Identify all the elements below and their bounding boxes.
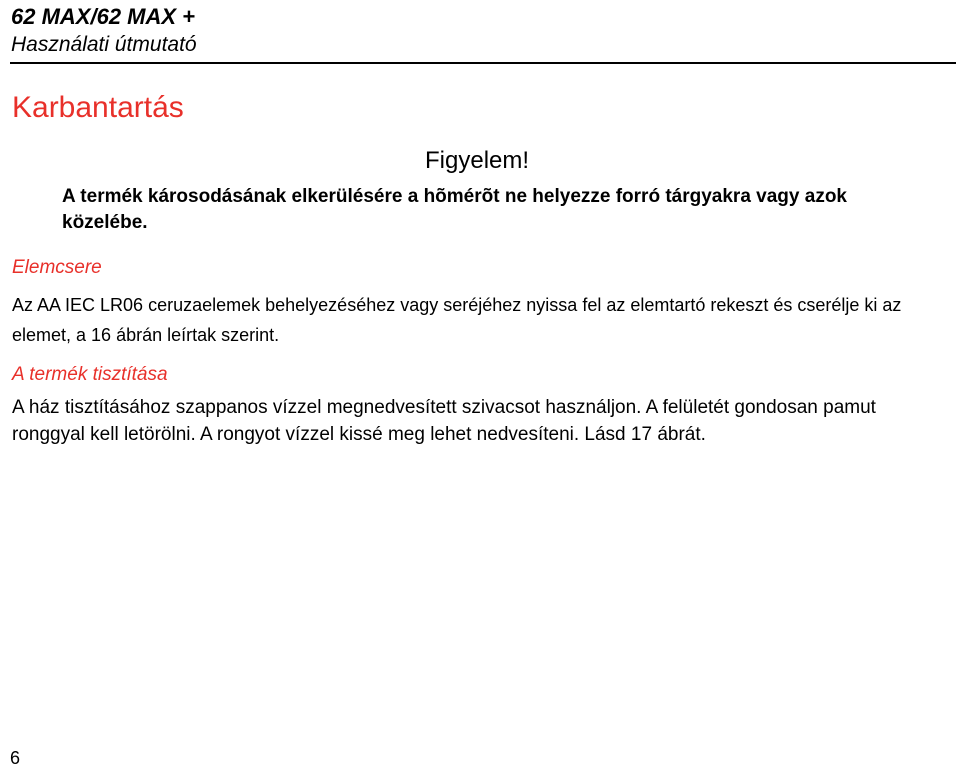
cleaning-heading: A termék tisztítása xyxy=(12,364,168,385)
document-subtitle: Használati útmutató xyxy=(11,33,197,56)
page-number: 6 xyxy=(10,748,21,768)
battery-paragraph: Az AA IEC LR06 ceruzaelemek behelyezéséhez vagy seréjéhez nyissa fel az elemtartó rekeszt és cserélje ki az elemet, a 16 ábrán leírtak szerint. xyxy=(12,295,902,345)
battery-heading: Elemcsere xyxy=(12,257,102,278)
header-divider xyxy=(10,62,956,64)
section-title: Karbantartás xyxy=(12,91,184,124)
cleaning-paragraph: A ház tisztításához szappanos vízzel megnedvesített szivacsot használjon. A felületét gondosan pamut ronggyal kell letörölni. A rongyot vízzel kissé meg lehet nedvesíteni. Lásd 17 ábrát. xyxy=(12,397,876,445)
warning-text: A termék károsodásának elkerülésére a hõmérõt ne helyezze forró tárgyakra vagy azok közelébe. xyxy=(62,186,847,233)
document-title: 62 MAX/62 MAX + xyxy=(11,4,196,29)
warning-heading: Figyelem! xyxy=(425,147,530,174)
